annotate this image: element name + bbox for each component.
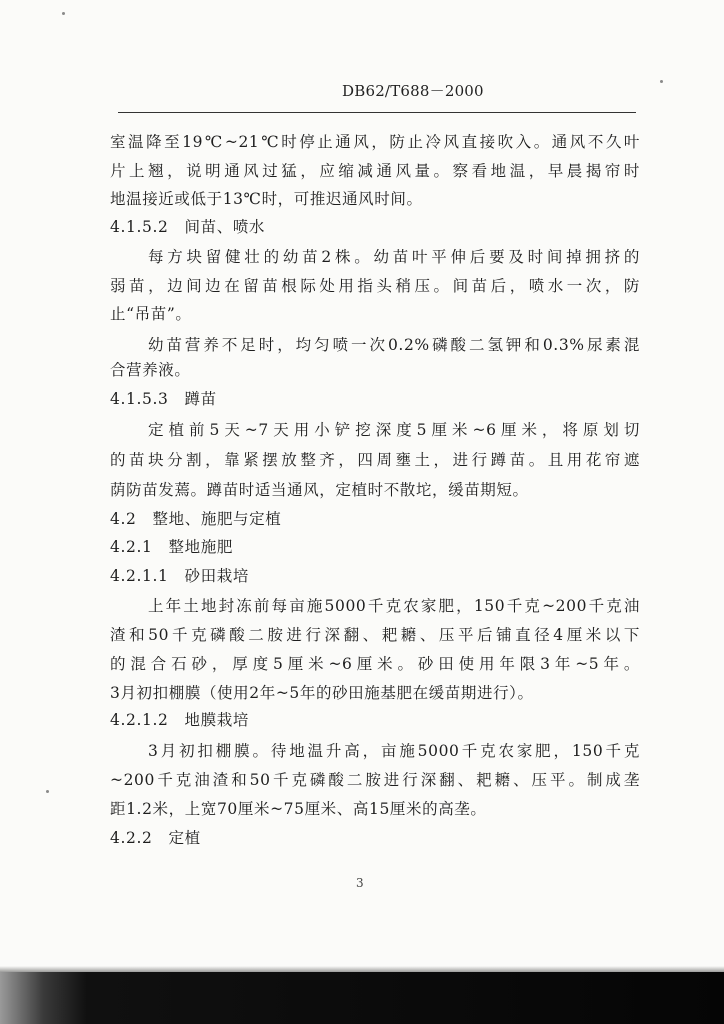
body-line: ~200千克油渣和50千克磷酸二胺进行深翻、耙耱、压平。制成垄 [110, 771, 640, 789]
scan-speck [660, 80, 663, 83]
body-line: 地温接近或低于13℃时，可推迟通风时间。 [110, 190, 423, 208]
body-line: 荫防苗发蔫。蹲苗时适当通风，定植时不散坨，缓苗期短。 [110, 481, 529, 499]
body-line: 距1.2米，上宽70厘米~75厘米、高15厘米的高垄。 [110, 800, 487, 818]
section-heading: 4.1.5.2 间苗、喷水 [110, 218, 266, 236]
body-line: 渣和50千克磷酸二胺进行深翻、耙耱、压平后铺直径4厘米以下 [110, 626, 640, 644]
body-line: 止“吊苗”。 [110, 305, 192, 323]
page-number: 3 [356, 876, 364, 890]
section-heading: 4.2.1 整地施肥 [110, 538, 233, 556]
body-line: 片上翘，说明通风过猛，应缩减通风量。察看地温，早晨揭帘时 [110, 162, 640, 180]
body-line: 上年土地封冻前每亩施5000千克农家肥，150千克~200千克油 [148, 597, 640, 615]
section-heading: 4.1.5.3 蹲苗 [110, 390, 217, 408]
scan-speck [62, 12, 65, 15]
body-line: 的混合石砂，厚度5厘米~6厘米。砂田使用年限3年~5年。 [110, 655, 640, 673]
body-line: 弱苗，边间边在留苗根际处用指头稍压。间苗后，喷水一次，防 [110, 277, 640, 295]
document-number: DB62/T688－2000 [342, 82, 484, 100]
body-line: 幼苗营养不足时，均匀喷一次0.2%磷酸二氢钾和0.3%尿素混 [148, 336, 640, 354]
section-heading: 4.2 整地、施肥与定植 [110, 510, 282, 528]
body-line: 3月初扣棚膜。待地温升高，亩施5000千克农家肥，150千克 [148, 742, 640, 760]
scan-speck [46, 790, 49, 793]
scan-edge-bar [0, 972, 724, 1024]
body-line: 合营养液。 [110, 361, 191, 379]
section-heading: 4.2.1.2 地膜栽培 [110, 711, 249, 729]
body-line: 室温降至19℃~21℃时停止通风，防止冷风直接吹入。通风不久叶 [110, 133, 640, 151]
body-line: 3月初扣棚膜（使用2年~5年的砂田施基肥在缓苗期进行）。 [110, 684, 534, 702]
section-heading: 4.2.1.1 砂田栽培 [110, 567, 249, 585]
body-line: 定植前5天~7天用小铲挖深度5厘米~6厘米，将原划切 [148, 421, 640, 439]
header-rule [118, 112, 636, 113]
body-line: 的苗块分割，靠紧摆放整齐，四周壅土，进行蹲苗。且用花帘遮 [110, 451, 640, 469]
section-heading: 4.2.2 定植 [110, 829, 201, 847]
body-line: 每方块留健壮的幼苗2株。幼苗叶平伸后要及时间掉拥挤的 [148, 248, 640, 266]
